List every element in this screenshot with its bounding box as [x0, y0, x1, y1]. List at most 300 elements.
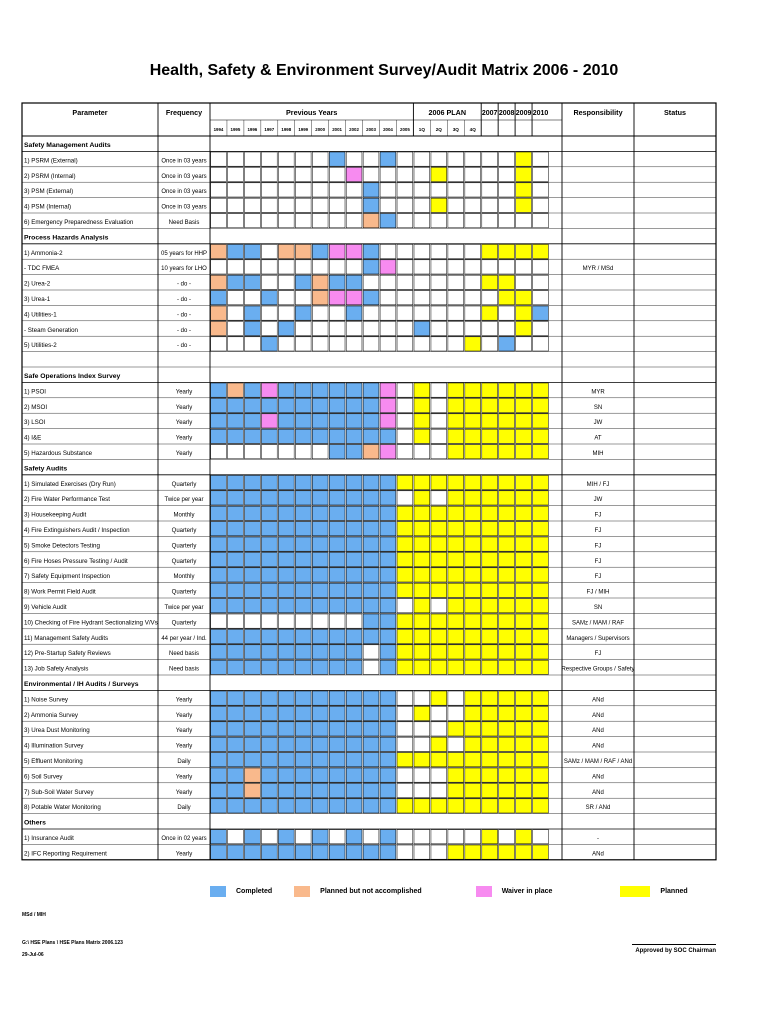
schedule-cell	[245, 706, 261, 720]
schedule-cell	[211, 291, 227, 305]
schedule-cell	[295, 583, 311, 597]
schedule-cell	[482, 152, 498, 166]
schedule-cell	[533, 783, 549, 797]
schedule-cell	[448, 244, 464, 258]
schedule-cell	[363, 260, 379, 274]
schedule-cell	[414, 429, 430, 443]
schedule-cell	[414, 691, 430, 705]
schedule-cell	[363, 737, 379, 751]
schedule-cell	[465, 475, 481, 489]
schedule-cell	[397, 645, 413, 659]
schedule-cell	[261, 599, 277, 613]
schedule-cell	[346, 629, 362, 643]
row-parameter-label: 5) Hazardous Substance	[24, 450, 93, 457]
schedule-cell	[211, 660, 227, 674]
schedule-cell	[516, 722, 532, 736]
schedule-cell	[346, 337, 362, 351]
schedule-cell	[228, 214, 244, 228]
schedule-cell	[278, 537, 294, 551]
schedule-cell	[516, 614, 532, 628]
schedule-cell	[465, 614, 481, 628]
schedule-cell	[346, 706, 362, 720]
row-parameter-label: 11) Management Safety Audits	[24, 634, 109, 642]
schedule-cell	[346, 491, 362, 505]
schedule-cell	[465, 183, 481, 197]
schedule-cell	[346, 183, 362, 197]
schedule-cell	[431, 552, 447, 566]
schedule-cell	[499, 768, 515, 782]
schedule-cell	[482, 537, 498, 551]
section-heading: Safety Audits	[24, 465, 68, 473]
row-parameter-label: 2) Urea-2	[24, 280, 51, 288]
schedule-cell	[448, 737, 464, 751]
row-parameter-label: 3) Urea-1	[24, 296, 51, 303]
schedule-cell	[431, 275, 447, 289]
schedule-cell	[211, 183, 227, 197]
schedule-cell	[397, 706, 413, 720]
schedule-cell	[295, 506, 311, 520]
schedule-cell	[465, 167, 481, 181]
schedule-cell	[431, 583, 447, 597]
schedule-cell	[346, 167, 362, 181]
schedule-cell	[363, 583, 379, 597]
schedule-cell	[211, 706, 227, 720]
schedule-cell	[397, 291, 413, 305]
schedule-cell	[482, 306, 498, 320]
header-previous-years: Previous Years	[285, 108, 338, 117]
schedule-cell	[397, 260, 413, 274]
schedule-cell	[516, 599, 532, 613]
schedule-cell	[516, 506, 532, 520]
schedule-cell	[278, 475, 294, 489]
schedule-cell	[533, 491, 549, 505]
schedule-cell	[261, 568, 277, 582]
schedule-cell	[482, 799, 498, 813]
schedule-cell	[295, 260, 311, 274]
schedule-cell	[448, 830, 464, 844]
schedule-cell	[499, 491, 515, 505]
schedule-cell	[448, 722, 464, 736]
schedule-cell	[533, 845, 549, 859]
schedule-cell	[533, 568, 549, 582]
schedule-cell	[499, 737, 515, 751]
schedule-cell	[261, 152, 277, 166]
schedule-cell	[211, 599, 227, 613]
schedule-cell	[346, 722, 362, 736]
schedule-cell	[533, 583, 549, 597]
schedule-cell	[482, 568, 498, 582]
schedule-cell	[397, 152, 413, 166]
schedule-cell	[363, 152, 379, 166]
schedule-cell	[397, 445, 413, 459]
schedule-cell	[363, 722, 379, 736]
schedule-cell	[295, 183, 311, 197]
schedule-cell	[414, 753, 430, 767]
schedule-cell	[211, 552, 227, 566]
schedule-cell	[363, 398, 379, 412]
schedule-cell	[482, 291, 498, 305]
schedule-cell	[278, 167, 294, 181]
schedule-cell	[261, 214, 277, 228]
schedule-cell	[363, 706, 379, 720]
schedule-cell	[329, 183, 345, 197]
schedule-cell	[261, 398, 277, 412]
schedule-cell	[397, 583, 413, 597]
row-responsibility: Respective Groups / Safety	[561, 666, 635, 673]
legend-swatch-planned	[620, 886, 650, 897]
schedule-cell	[482, 845, 498, 859]
schedule-cell	[312, 845, 328, 859]
schedule-cell	[295, 645, 311, 659]
schedule-cell	[312, 783, 328, 797]
schedule-cell	[533, 321, 549, 335]
schedule-cell	[245, 737, 261, 751]
row-parameter-label: 1) Insurance Audit	[24, 835, 74, 842]
schedule-cell	[380, 291, 396, 305]
schedule-cell	[414, 583, 430, 597]
schedule-cell	[516, 645, 532, 659]
schedule-cell	[448, 629, 464, 643]
schedule-cell	[499, 722, 515, 736]
row-responsibility: ANd	[592, 743, 604, 750]
row-parameter-label: - Steam Generation	[24, 326, 78, 334]
schedule-cell	[397, 429, 413, 443]
schedule-cell	[363, 244, 379, 258]
schedule-cell	[261, 552, 277, 566]
schedule-cell	[228, 491, 244, 505]
schedule-cell	[414, 306, 430, 320]
schedule-cell	[380, 337, 396, 351]
schedule-cell	[363, 321, 379, 335]
schedule-cell	[261, 645, 277, 659]
schedule-cell	[228, 537, 244, 551]
schedule-cell	[397, 629, 413, 643]
schedule-cell	[211, 398, 227, 412]
row-frequency: Yearly	[175, 697, 193, 704]
schedule-cell	[261, 753, 277, 767]
schedule-cell	[533, 706, 549, 720]
schedule-cell	[414, 291, 430, 305]
schedule-cell	[397, 799, 413, 813]
schedule-cell	[363, 845, 379, 859]
schedule-cell	[261, 260, 277, 274]
schedule-cell	[329, 383, 345, 397]
schedule-cell	[329, 614, 345, 628]
row-responsibility: ANd	[592, 697, 604, 704]
schedule-cell	[448, 429, 464, 443]
schedule-cell	[312, 383, 328, 397]
schedule-cell	[295, 321, 311, 335]
schedule-cell	[380, 753, 396, 767]
schedule-cell	[346, 506, 362, 520]
schedule-cell	[380, 506, 396, 520]
schedule-cell	[465, 198, 481, 212]
schedule-cell	[397, 568, 413, 582]
schedule-cell	[261, 491, 277, 505]
schedule-cell	[312, 768, 328, 782]
schedule-cell	[414, 522, 430, 536]
schedule-cell	[245, 275, 261, 289]
schedule-cell	[295, 722, 311, 736]
schedule-cell	[431, 768, 447, 782]
schedule-cell	[278, 445, 294, 459]
schedule-cell	[363, 691, 379, 705]
schedule-cell	[431, 799, 447, 813]
schedule-cell	[448, 152, 464, 166]
schedule-cell	[363, 614, 379, 628]
schedule-cell	[228, 167, 244, 181]
row-parameter-label: 1) Simulated Exercises (Dry Run)	[24, 480, 116, 488]
schedule-cell	[278, 799, 294, 813]
schedule-cell	[312, 167, 328, 181]
schedule-cell	[228, 398, 244, 412]
row-responsibility: -	[597, 836, 599, 842]
schedule-cell	[245, 568, 261, 582]
row-frequency: Yearly	[175, 789, 193, 796]
schedule-cell	[245, 614, 261, 628]
schedule-cell	[482, 722, 498, 736]
schedule-cell	[245, 799, 261, 813]
subheader-year-1996: 1996	[247, 127, 258, 132]
schedule-cell	[312, 799, 328, 813]
schedule-cell	[465, 799, 481, 813]
schedule-cell	[312, 552, 328, 566]
schedule-cell	[245, 321, 261, 335]
approved-by-signature-line: Approved by SOC Chairman	[632, 944, 716, 954]
schedule-cell	[465, 691, 481, 705]
row-parameter-label: 4) I&E	[24, 434, 42, 442]
schedule-cell	[516, 768, 532, 782]
schedule-cell	[278, 337, 294, 351]
schedule-cell	[414, 799, 430, 813]
schedule-cell	[380, 799, 396, 813]
schedule-cell	[533, 737, 549, 751]
schedule-cell	[431, 845, 447, 859]
schedule-cell	[414, 552, 430, 566]
schedule-cell	[499, 321, 515, 335]
schedule-cell	[312, 706, 328, 720]
schedule-cell	[228, 321, 244, 335]
schedule-cell	[465, 491, 481, 505]
schedule-cell	[245, 660, 261, 674]
schedule-cell	[346, 614, 362, 628]
schedule-cell	[448, 167, 464, 181]
schedule-cell	[465, 552, 481, 566]
schedule-cell	[380, 414, 396, 428]
schedule-cell	[465, 722, 481, 736]
schedule-cell	[211, 645, 227, 659]
legend-item-completed	[210, 886, 272, 897]
schedule-cell	[414, 783, 430, 797]
schedule-cell	[278, 645, 294, 659]
schedule-cell	[363, 568, 379, 582]
row-frequency: Quarterly	[171, 589, 197, 596]
schedule-cell	[363, 660, 379, 674]
schedule-cell	[312, 321, 328, 335]
schedule-cell	[482, 429, 498, 443]
schedule-cell	[499, 198, 515, 212]
schedule-cell	[329, 475, 345, 489]
schedule-cell	[431, 737, 447, 751]
schedule-cell	[346, 214, 362, 228]
row-parameter-label: 7) Safety Equipment Inspection	[24, 573, 110, 581]
row-parameter-label: 6) Fire Hoses Pressure Testing / Audit	[24, 557, 128, 565]
schedule-cell	[346, 414, 362, 428]
schedule-cell	[448, 475, 464, 489]
schedule-cell	[278, 783, 294, 797]
schedule-cell	[482, 691, 498, 705]
schedule-cell	[397, 275, 413, 289]
schedule-cell	[312, 491, 328, 505]
schedule-cell	[295, 783, 311, 797]
schedule-cell	[211, 429, 227, 443]
schedule-cell	[414, 645, 430, 659]
schedule-cell	[448, 291, 464, 305]
schedule-cell	[414, 737, 430, 751]
schedule-cell	[228, 291, 244, 305]
schedule-cell	[346, 321, 362, 335]
schedule-cell	[448, 845, 464, 859]
schedule-cell	[465, 321, 481, 335]
schedule-cell	[278, 830, 294, 844]
row-responsibility: SAMz / MAM / RAF / ANd	[563, 759, 633, 765]
schedule-cell	[397, 783, 413, 797]
schedule-cell	[397, 383, 413, 397]
schedule-cell	[533, 414, 549, 428]
page-title: Health, Safety & Environment Survey/Audit Matrix 2006 - 2010	[149, 62, 619, 79]
row-responsibility: FJ	[594, 528, 602, 534]
schedule-cell	[380, 845, 396, 859]
schedule-cell	[228, 275, 244, 289]
schedule-cell	[329, 275, 345, 289]
schedule-cell	[499, 183, 515, 197]
schedule-cell	[465, 629, 481, 643]
schedule-cell	[414, 214, 430, 228]
schedule-cell	[431, 383, 447, 397]
schedule-cell	[499, 214, 515, 228]
schedule-cell	[363, 167, 379, 181]
subheader-year-2004: 2004	[383, 127, 393, 132]
schedule-cell	[261, 429, 277, 443]
schedule-cell	[533, 830, 549, 844]
legend-item-planned-not-accomplished	[294, 886, 422, 897]
row-frequency: Yearly	[175, 774, 193, 781]
schedule-cell	[295, 845, 311, 859]
schedule-cell	[431, 691, 447, 705]
schedule-cell	[499, 845, 515, 859]
schedule-cell	[397, 552, 413, 566]
schedule-cell	[516, 337, 532, 351]
schedule-cell	[465, 445, 481, 459]
schedule-cell	[261, 737, 277, 751]
schedule-cell	[261, 244, 277, 258]
schedule-cell	[499, 583, 515, 597]
schedule-cell	[312, 645, 328, 659]
schedule-cell	[228, 244, 244, 258]
schedule-cell	[245, 337, 261, 351]
schedule-cell	[414, 706, 430, 720]
schedule-cell	[245, 599, 261, 613]
schedule-cell	[261, 291, 277, 305]
schedule-cell	[431, 522, 447, 536]
schedule-cell	[346, 445, 362, 459]
row-frequency: Once in 02 years	[161, 836, 207, 842]
schedule-cell	[295, 706, 311, 720]
schedule-cell	[397, 214, 413, 228]
schedule-cell	[346, 537, 362, 551]
schedule-cell	[363, 768, 379, 782]
subheader-year-1998: 1998	[281, 127, 292, 132]
subheader-quarter-2Q: 2Q	[435, 127, 442, 132]
schedule-cell	[295, 614, 311, 628]
schedule-cell	[499, 753, 515, 767]
schedule-cell	[245, 522, 261, 536]
schedule-cell	[465, 737, 481, 751]
schedule-cell	[363, 783, 379, 797]
schedule-cell	[228, 629, 244, 643]
row-parameter-label: 2) Ammonia Survey	[24, 711, 78, 719]
schedule-cell	[380, 522, 396, 536]
schedule-cell	[312, 214, 328, 228]
schedule-cell	[380, 629, 396, 643]
schedule-cell	[499, 475, 515, 489]
schedule-cell	[329, 414, 345, 428]
schedule-cell	[346, 691, 362, 705]
schedule-cell	[516, 152, 532, 166]
schedule-cell	[431, 198, 447, 212]
schedule-cell	[380, 198, 396, 212]
schedule-cell	[414, 660, 430, 674]
header-parameter: Parameter	[72, 108, 108, 117]
schedule-cell	[533, 445, 549, 459]
schedule-cell	[499, 383, 515, 397]
schedule-cell	[465, 753, 481, 767]
section-heading: Safe Operations Index Survey	[24, 373, 121, 380]
schedule-cell	[533, 260, 549, 274]
schedule-cell	[245, 214, 261, 228]
section-heading: Others	[24, 819, 46, 827]
schedule-cell	[397, 691, 413, 705]
legend-swatch-waiver	[476, 886, 492, 897]
schedule-cell	[346, 783, 362, 797]
schedule-cell	[295, 522, 311, 536]
schedule-cell	[448, 275, 464, 289]
schedule-cell	[380, 645, 396, 659]
schedule-cell	[533, 291, 549, 305]
schedule-cell	[245, 291, 261, 305]
schedule-cell	[414, 830, 430, 844]
schedule-cell	[431, 645, 447, 659]
schedule-cell	[482, 167, 498, 181]
schedule-cell	[482, 768, 498, 782]
schedule-cell	[499, 645, 515, 659]
schedule-cell	[228, 522, 244, 536]
schedule-cell	[329, 260, 345, 274]
schedule-cell	[448, 445, 464, 459]
schedule-cell	[295, 306, 311, 320]
row-responsibility: FJ	[594, 651, 602, 658]
schedule-cell	[363, 830, 379, 844]
schedule-cell	[380, 152, 396, 166]
schedule-cell	[211, 321, 227, 335]
schedule-cell	[228, 645, 244, 659]
schedule-cell	[278, 491, 294, 505]
row-parameter-label: - TDC FMEA	[24, 265, 60, 273]
schedule-cell	[295, 552, 311, 566]
row-frequency: Monthly	[173, 574, 195, 581]
schedule-cell	[431, 183, 447, 197]
row-parameter-label: 12) Pre-Startup Safety Reviews	[24, 650, 111, 658]
